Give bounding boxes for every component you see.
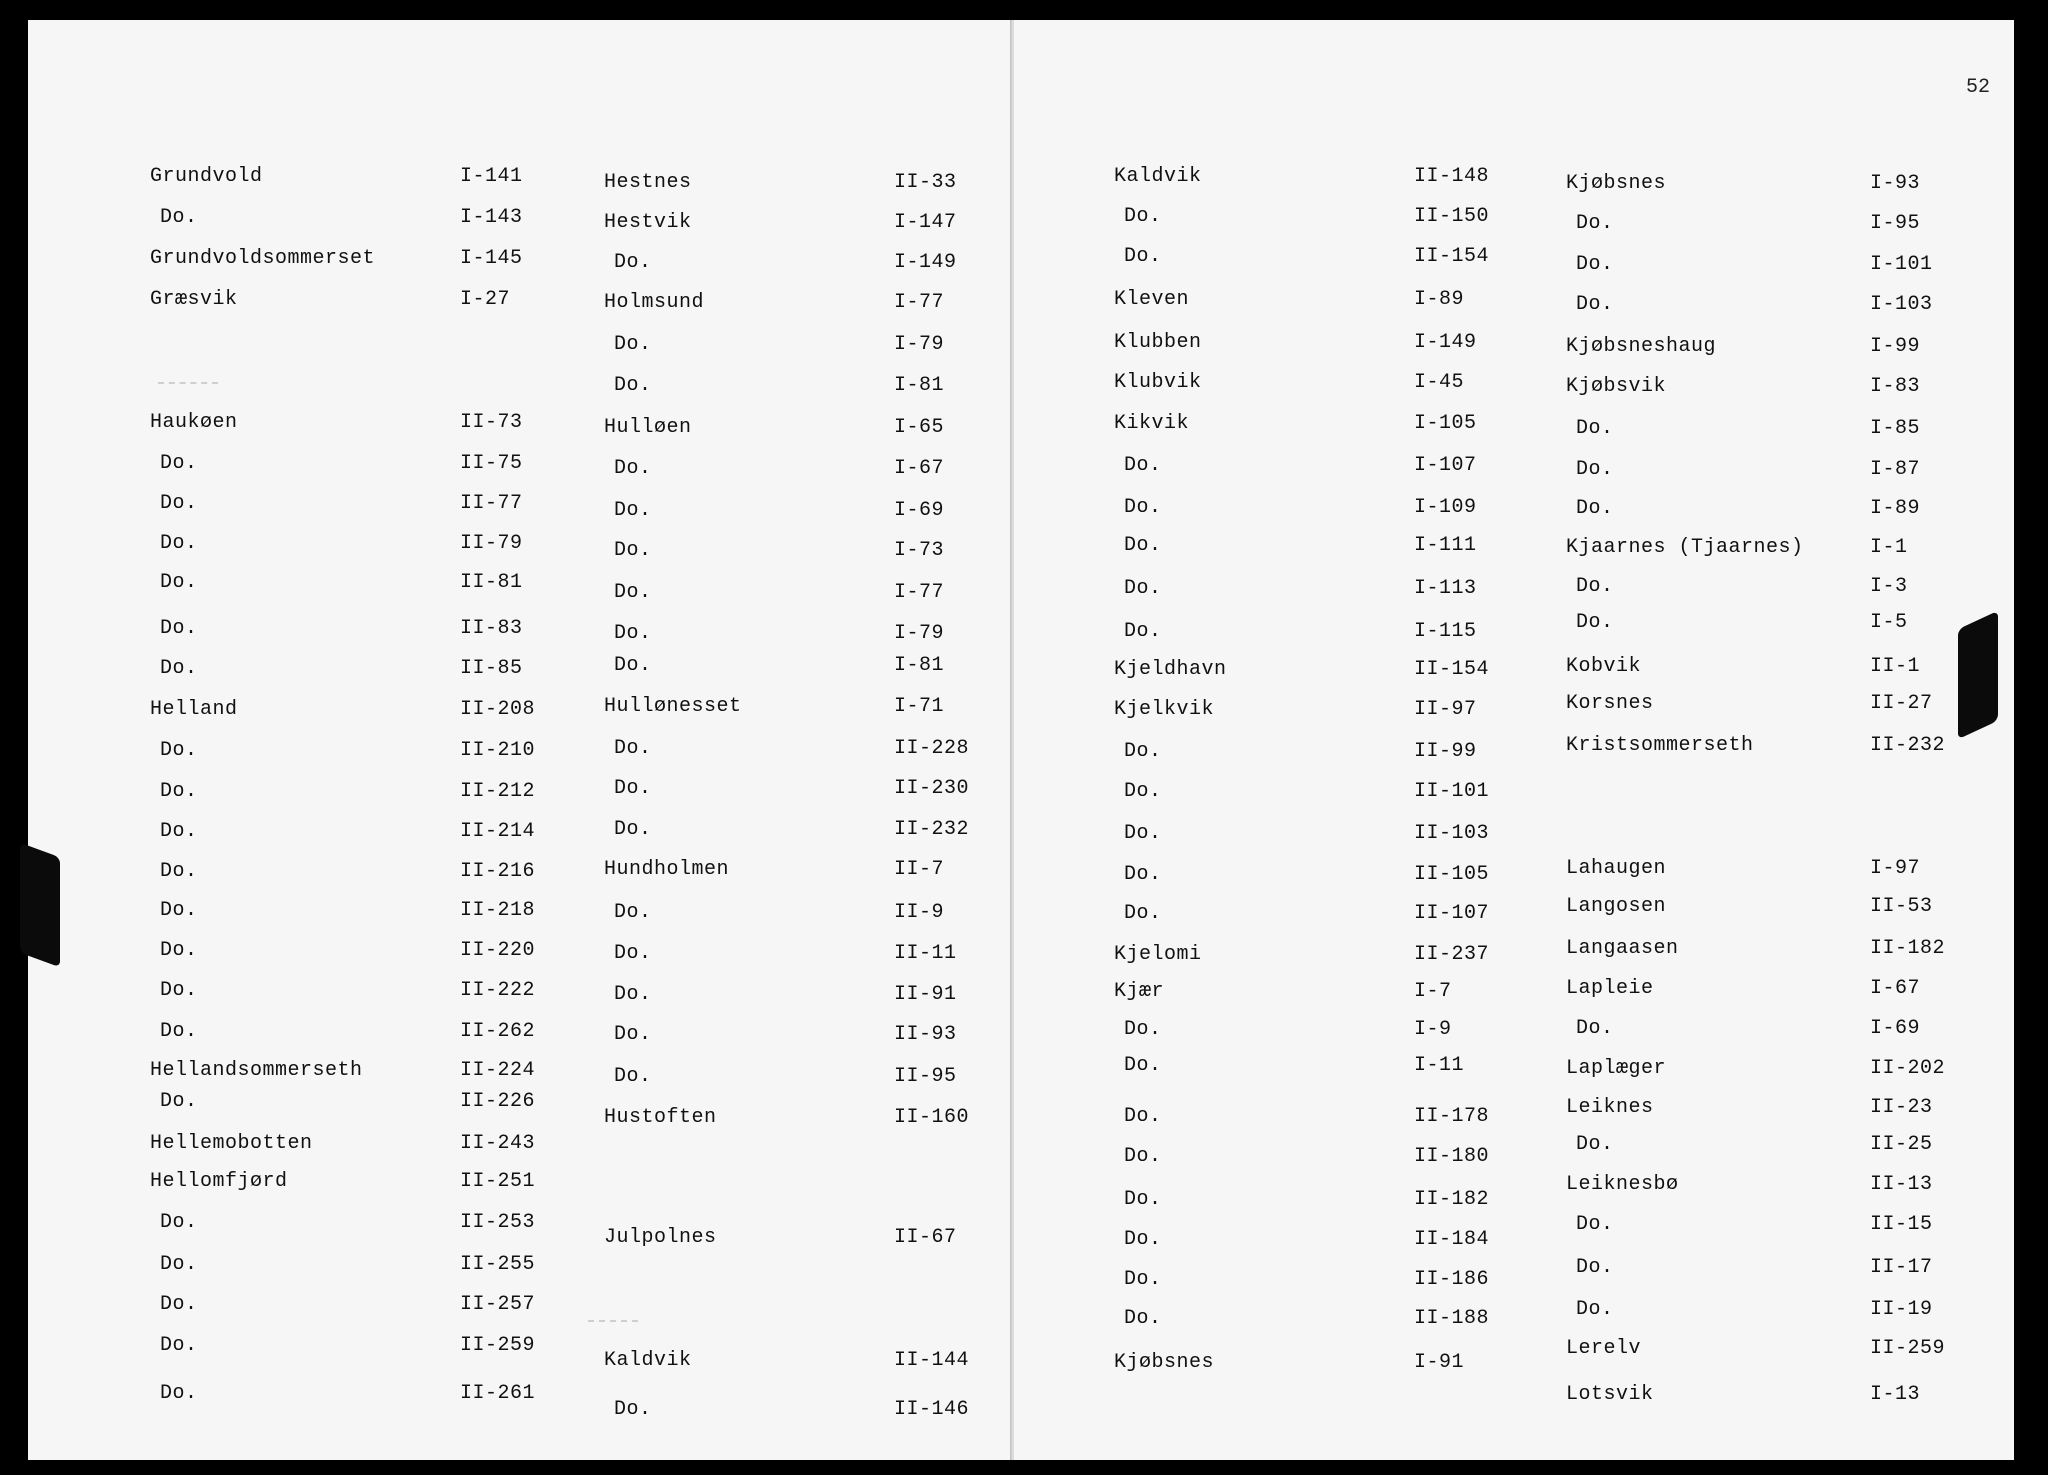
place-name: Grundvoldsommerset [150, 247, 376, 270]
volume-page-reference: II-212 [460, 780, 536, 803]
volume-page-reference: I-91 [1414, 1351, 1465, 1374]
volume-page-reference: I-67 [1870, 977, 1921, 1000]
volume-page-reference: I-107 [1414, 454, 1477, 477]
place-name: Kjøbsnes [1566, 172, 1667, 195]
volume-page-reference: II-85 [460, 657, 523, 680]
volume-page-reference: II-218 [460, 899, 536, 922]
place-name: Korsnes [1566, 692, 1654, 715]
volume-page-reference: II-208 [460, 698, 536, 721]
volume-page-reference: II-180 [1414, 1145, 1490, 1168]
volume-page-reference: I-77 [894, 291, 945, 314]
volume-page-reference: II-184 [1414, 1228, 1490, 1251]
volume-page-reference: I-79 [894, 333, 945, 356]
place-name: Julpolnes [604, 1226, 717, 1249]
volume-page-reference: I-77 [894, 581, 945, 604]
place-name: Do. [160, 1020, 198, 1043]
place-name: Do. [1576, 458, 1614, 481]
place-name: Kjelomi [1114, 943, 1202, 966]
place-name: Do. [160, 1334, 198, 1357]
volume-page-reference: I-101 [1870, 253, 1933, 276]
volume-page-reference: II-9 [894, 901, 945, 924]
volume-page-reference: I-99 [1870, 335, 1921, 358]
binder-clip [1958, 611, 1998, 740]
place-name: Do. [1124, 577, 1162, 600]
place-name: Do. [160, 899, 198, 922]
place-name: Do. [160, 1090, 198, 1113]
place-name: Do. [614, 333, 652, 356]
place-name: Do. [1576, 1298, 1614, 1321]
volume-page-reference: II-220 [460, 939, 536, 962]
volume-page-reference: II-232 [894, 818, 970, 841]
volume-page-reference: I-143 [460, 206, 523, 229]
place-name: Klubben [1114, 331, 1202, 354]
right-page [1014, 20, 2014, 1460]
volume-page-reference: II-214 [460, 820, 536, 843]
place-name: Lahaugen [1566, 857, 1667, 880]
place-name: Kjøbsneshaug [1566, 335, 1717, 358]
volume-page-reference: II-228 [894, 737, 970, 760]
place-name: Langaasen [1566, 937, 1679, 960]
volume-page-reference: I-89 [1870, 497, 1921, 520]
volume-page-reference: II-144 [894, 1349, 970, 1372]
volume-page-reference: II-257 [460, 1293, 536, 1316]
volume-page-reference: I-81 [894, 654, 945, 677]
place-name: Do. [1124, 620, 1162, 643]
volume-page-reference: II-255 [460, 1253, 536, 1276]
place-name: Do. [160, 1382, 198, 1405]
place-name: Do. [614, 1065, 652, 1088]
volume-page-reference: I-113 [1414, 577, 1477, 600]
volume-page-reference: II-237 [1414, 943, 1490, 966]
place-name: Do. [1576, 293, 1614, 316]
place-name: Leiknesbø [1566, 1173, 1679, 1196]
place-name: Do. [160, 492, 198, 515]
volume-page-reference: II-101 [1414, 780, 1490, 803]
volume-page-reference: II-73 [460, 411, 523, 434]
binder-clip [20, 843, 60, 968]
volume-page-reference: I-109 [1414, 496, 1477, 519]
volume-page-reference: I-103 [1870, 293, 1933, 316]
volume-page-reference: I-5 [1870, 611, 1908, 634]
place-name: Do. [160, 820, 198, 843]
volume-page-reference: II-150 [1414, 205, 1490, 228]
place-name: Do. [1124, 780, 1162, 803]
volume-page-reference: I-71 [894, 695, 945, 718]
volume-page-reference: II-7 [894, 858, 945, 881]
volume-page-reference: I-147 [894, 211, 957, 234]
place-name: Do. [1124, 1145, 1162, 1168]
volume-page-reference: II-33 [894, 171, 957, 194]
place-name: Do. [614, 983, 652, 1006]
volume-page-reference: I-149 [1414, 331, 1477, 354]
place-name: Do. [614, 818, 652, 841]
volume-page-reference: II-222 [460, 979, 536, 1002]
volume-page-reference: I-105 [1414, 412, 1477, 435]
volume-page-reference: II-81 [460, 571, 523, 594]
place-name: Do. [1576, 497, 1614, 520]
volume-page-reference: I-73 [894, 539, 945, 562]
place-name: Do. [614, 901, 652, 924]
place-name: Kjøbsvik [1566, 375, 1667, 398]
volume-page-reference: I-27 [460, 288, 511, 311]
volume-page-reference: I-65 [894, 416, 945, 439]
volume-page-reference: II-146 [894, 1398, 970, 1421]
place-name: Kristsommerseth [1566, 734, 1754, 757]
place-name: Do. [614, 777, 652, 800]
place-name: Do. [160, 1293, 198, 1316]
place-name: Do. [1576, 1256, 1614, 1279]
volume-page-reference: II-67 [894, 1226, 957, 1249]
place-name: Do. [160, 739, 198, 762]
place-name: Do. [160, 1211, 198, 1234]
volume-page-reference: II-23 [1870, 1096, 1933, 1119]
volume-page-reference: II-15 [1870, 1213, 1933, 1236]
place-name: Do. [160, 206, 198, 229]
volume-page-reference: II-160 [894, 1106, 970, 1129]
volume-page-reference: II-97 [1414, 698, 1477, 721]
volume-page-reference: I-81 [894, 374, 945, 397]
place-name: Kleven [1114, 288, 1190, 311]
volume-page-reference: I-87 [1870, 458, 1921, 481]
place-name: Do. [614, 1398, 652, 1421]
divider-line [588, 1320, 638, 1322]
place-name: Do. [1124, 1188, 1162, 1211]
place-name: Kjær [1114, 980, 1165, 1003]
place-name: Hellomfjørd [150, 1170, 288, 1193]
volume-page-reference: I-67 [894, 457, 945, 480]
volume-page-reference: II-93 [894, 1023, 957, 1046]
volume-page-reference: II-154 [1414, 658, 1490, 681]
volume-page-reference: I-85 [1870, 417, 1921, 440]
place-name: Do. [1576, 253, 1614, 276]
volume-page-reference: I-89 [1414, 288, 1465, 311]
volume-page-reference: I-1 [1870, 536, 1908, 559]
volume-page-reference: II-154 [1414, 245, 1490, 268]
volume-page-reference: I-3 [1870, 575, 1908, 598]
place-name: Do. [1124, 534, 1162, 557]
volume-page-reference: II-186 [1414, 1268, 1490, 1291]
place-name: Hestvik [604, 211, 692, 234]
volume-page-reference: I-11 [1414, 1054, 1465, 1077]
volume-page-reference: II-105 [1414, 863, 1490, 886]
place-name: Do. [160, 532, 198, 555]
place-name: Do. [160, 939, 198, 962]
volume-page-reference: II-251 [460, 1170, 536, 1193]
volume-page-reference: II-178 [1414, 1105, 1490, 1128]
place-name: Do. [1124, 1018, 1162, 1041]
place-name: Kaldvik [1114, 165, 1202, 188]
place-name: Lotsvik [1566, 1383, 1654, 1406]
place-name: Do. [1576, 611, 1614, 634]
place-name: Do. [1576, 1017, 1614, 1040]
volume-page-reference: I-145 [460, 247, 523, 270]
volume-page-reference: I-97 [1870, 857, 1921, 880]
volume-page-reference: I-13 [1870, 1383, 1921, 1406]
place-name: Lerelv [1566, 1337, 1642, 1360]
place-name: Kikvik [1114, 412, 1190, 435]
place-name: Do. [614, 622, 652, 645]
volume-page-reference: II-11 [894, 942, 957, 965]
place-name: Do. [1576, 1133, 1614, 1156]
volume-page-reference: II-13 [1870, 1173, 1933, 1196]
volume-page-reference: II-261 [460, 1382, 536, 1405]
place-name: Do. [1124, 1054, 1162, 1077]
volume-page-reference: II-224 [460, 1059, 536, 1082]
place-name: Kjaarnes (Tjaarnes) [1566, 536, 1804, 559]
place-name: Do. [1576, 1213, 1614, 1236]
place-name: Grundvold [150, 165, 263, 188]
place-name: Leiknes [1566, 1096, 1654, 1119]
volume-page-reference: II-95 [894, 1065, 957, 1088]
volume-page-reference: I-149 [894, 251, 957, 274]
volume-page-reference: II-259 [460, 1334, 536, 1357]
volume-page-reference: II-53 [1870, 895, 1933, 918]
divider-line [158, 382, 218, 384]
place-name: Do. [1576, 212, 1614, 235]
place-name: Do. [1124, 1228, 1162, 1251]
volume-page-reference: II-91 [894, 983, 957, 1006]
place-name: Do. [160, 452, 198, 475]
place-name: Helland [150, 698, 238, 721]
place-name: Hundholmen [604, 858, 730, 881]
place-name: Do. [1124, 454, 1162, 477]
place-name: Do. [1124, 496, 1162, 519]
place-name: Kaldvik [604, 1349, 692, 1372]
place-name: Do. [1124, 740, 1162, 763]
volume-page-reference: I-111 [1414, 534, 1477, 557]
volume-page-reference: II-232 [1870, 734, 1946, 757]
place-name: Do. [614, 499, 652, 522]
volume-page-reference: II-182 [1870, 937, 1946, 960]
volume-page-reference: II-243 [460, 1132, 536, 1155]
place-name: Do. [614, 654, 652, 677]
place-name: Hulløen [604, 416, 692, 439]
place-name: Do. [614, 457, 652, 480]
volume-page-reference: II-25 [1870, 1133, 1933, 1156]
volume-page-reference: II-202 [1870, 1057, 1946, 1080]
volume-page-reference: II-188 [1414, 1307, 1490, 1330]
place-name: Do. [160, 1253, 198, 1276]
volume-page-reference: II-99 [1414, 740, 1477, 763]
place-name: Do. [614, 251, 652, 274]
place-name: Do. [1576, 575, 1614, 598]
volume-page-reference: I-69 [894, 499, 945, 522]
volume-page-reference: II-182 [1414, 1188, 1490, 1211]
place-name: Do. [614, 581, 652, 604]
place-name: Holmsund [604, 291, 705, 314]
place-name: Lapleie [1566, 977, 1654, 1000]
place-name: Græsvik [150, 288, 238, 311]
place-name: Do. [160, 860, 198, 883]
volume-page-reference: II-79 [460, 532, 523, 555]
place-name: Do. [160, 780, 198, 803]
volume-page-reference: II-148 [1414, 165, 1490, 188]
volume-page-reference: I-95 [1870, 212, 1921, 235]
volume-page-reference: II-75 [460, 452, 523, 475]
place-name: Hullønesset [604, 695, 742, 718]
place-name: Laplæger [1566, 1057, 1667, 1080]
volume-page-reference: I-79 [894, 622, 945, 645]
volume-page-reference: II-216 [460, 860, 536, 883]
place-name: Do. [1124, 822, 1162, 845]
volume-page-reference: II-103 [1414, 822, 1490, 845]
place-name: Do. [160, 657, 198, 680]
place-name: Do. [614, 1023, 652, 1046]
volume-page-reference: I-115 [1414, 620, 1477, 643]
volume-page-reference: I-93 [1870, 172, 1921, 195]
place-name: Kjeldhavn [1114, 658, 1227, 681]
volume-page-reference: I-45 [1414, 371, 1465, 394]
place-name: Langosen [1566, 895, 1667, 918]
volume-page-reference: II-83 [460, 617, 523, 640]
place-name: Kjøbsnes [1114, 1351, 1215, 1374]
volume-page-reference: I-83 [1870, 375, 1921, 398]
volume-page-reference: II-262 [460, 1020, 536, 1043]
place-name: Hellandsommerseth [150, 1059, 363, 1082]
volume-page-reference: I-141 [460, 165, 523, 188]
volume-page-reference: II-107 [1414, 902, 1490, 925]
volume-page-reference: II-27 [1870, 692, 1933, 715]
place-name: Do. [614, 942, 652, 965]
place-name: Hellemobotten [150, 1132, 313, 1155]
place-name: Do. [1124, 1105, 1162, 1128]
place-name: Haukøen [150, 411, 238, 434]
place-name: Kobvik [1566, 655, 1642, 678]
volume-page-reference: I-7 [1414, 980, 1452, 1003]
place-name: Do. [160, 617, 198, 640]
place-name: Do. [1576, 417, 1614, 440]
place-name: Hustoften [604, 1106, 717, 1129]
place-name: Do. [1124, 245, 1162, 268]
volume-page-reference: I-9 [1414, 1018, 1452, 1041]
place-name: Do. [160, 571, 198, 594]
volume-page-reference: II-253 [460, 1211, 536, 1234]
place-name: Do. [1124, 205, 1162, 228]
volume-page-reference: II-17 [1870, 1256, 1933, 1279]
place-name: Hestnes [604, 171, 692, 194]
place-name: Do. [614, 374, 652, 397]
place-name: Do. [614, 737, 652, 760]
volume-page-reference: II-230 [894, 777, 970, 800]
place-name: Do. [1124, 1307, 1162, 1330]
volume-page-reference: II-77 [460, 492, 523, 515]
volume-page-reference: II-210 [460, 739, 536, 762]
place-name: Kjelkvik [1114, 698, 1215, 721]
place-name: Do. [614, 539, 652, 562]
place-name: Do. [1124, 1268, 1162, 1291]
place-name: Do. [1124, 863, 1162, 886]
place-name: Klubvik [1114, 371, 1202, 394]
place-name: Do. [160, 979, 198, 1002]
page-number: 52 [1965, 76, 1990, 99]
volume-page-reference: I-69 [1870, 1017, 1921, 1040]
volume-page-reference: II-226 [460, 1090, 536, 1113]
place-name: Do. [1124, 902, 1162, 925]
volume-page-reference: II-19 [1870, 1298, 1933, 1321]
volume-page-reference: II-259 [1870, 1337, 1946, 1360]
volume-page-reference: II-1 [1870, 655, 1921, 678]
